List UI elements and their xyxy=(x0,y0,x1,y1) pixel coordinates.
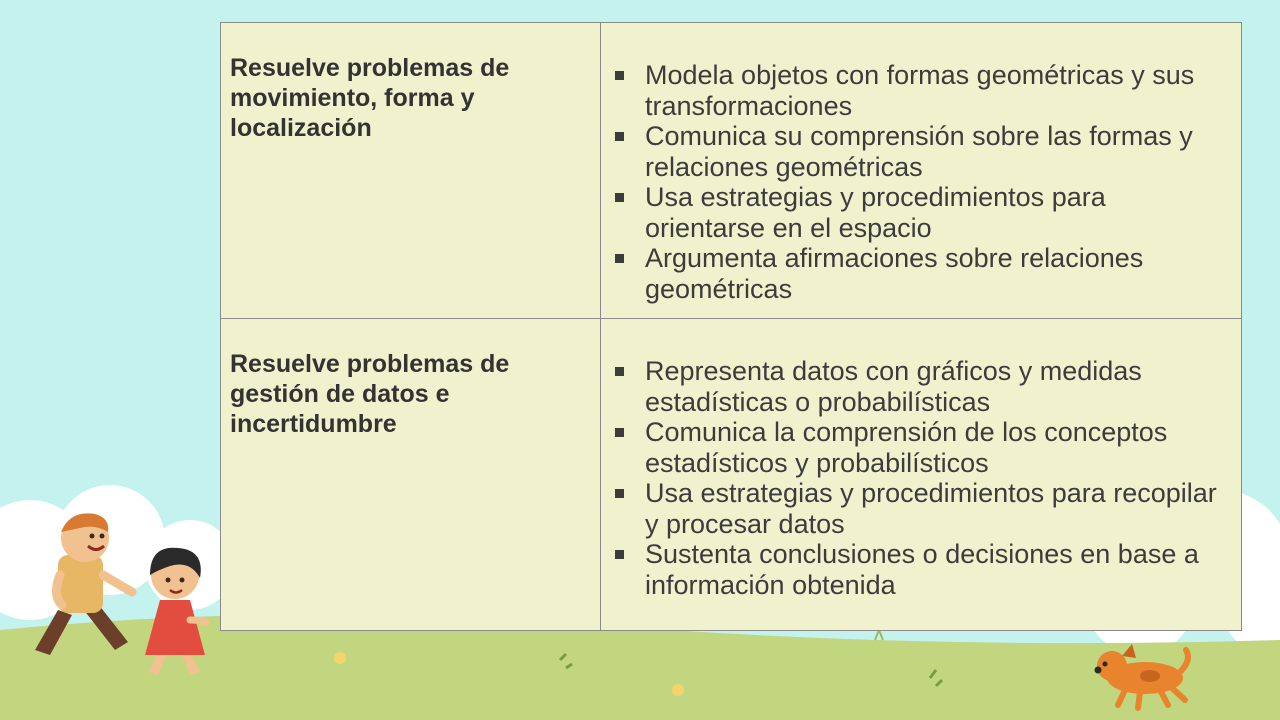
square-bullet-icon xyxy=(615,367,624,376)
capacity-text: Modela objetos con formas geométricas y sus transformaciones xyxy=(645,60,1195,121)
square-bullet-icon xyxy=(615,254,624,263)
list-item xyxy=(601,356,1233,417)
square-bullet-icon xyxy=(615,193,624,202)
capacities-list xyxy=(601,319,1241,600)
capacity-text: Sustenta conclusiones o decisiones en base a información obtenida xyxy=(645,539,1199,600)
capacity-text: Usa estrategias y procedimientos para orientarse en el espacio xyxy=(645,182,1106,243)
square-bullet-icon xyxy=(615,71,624,80)
capacity-text: Comunica su comprensión sobre las formas y relaciones geométricas xyxy=(645,121,1193,182)
square-bullet-icon xyxy=(615,489,624,498)
competencies-table xyxy=(220,22,1242,631)
capacity-text: Comunica la comprensión de los conceptos estadísticos y probabilísticos xyxy=(645,417,1168,478)
list-item xyxy=(601,60,1233,121)
capacities-cell xyxy=(601,23,1242,319)
competency-cell xyxy=(221,23,601,319)
competency-cell xyxy=(221,319,601,631)
list-item xyxy=(601,417,1233,478)
competency-title: Resuelve problemas de gestión de datos e incertidumbre xyxy=(230,350,510,438)
list-item xyxy=(601,121,1233,182)
list-item xyxy=(601,478,1233,539)
capacities-list xyxy=(601,23,1241,304)
square-bullet-icon xyxy=(615,428,624,437)
capacity-text: Representa datos con gráficos y medidas estadísticas o probabilísticas xyxy=(645,356,1142,417)
capacity-text: Argumenta afirmaciones sobre relaciones geométricas xyxy=(645,243,1144,304)
capacities-cell xyxy=(601,319,1242,631)
list-item xyxy=(601,243,1233,304)
list-item xyxy=(601,182,1233,243)
square-bullet-icon xyxy=(615,132,624,141)
list-item xyxy=(601,539,1233,600)
competency-title: Resuelve problemas de movimiento, forma y localización xyxy=(230,54,510,142)
table-row xyxy=(221,319,1242,631)
square-bullet-icon xyxy=(615,550,624,559)
capacity-text: Usa estrategias y procedimientos para recopilar y procesar datos xyxy=(645,478,1217,539)
table-row xyxy=(221,23,1242,319)
